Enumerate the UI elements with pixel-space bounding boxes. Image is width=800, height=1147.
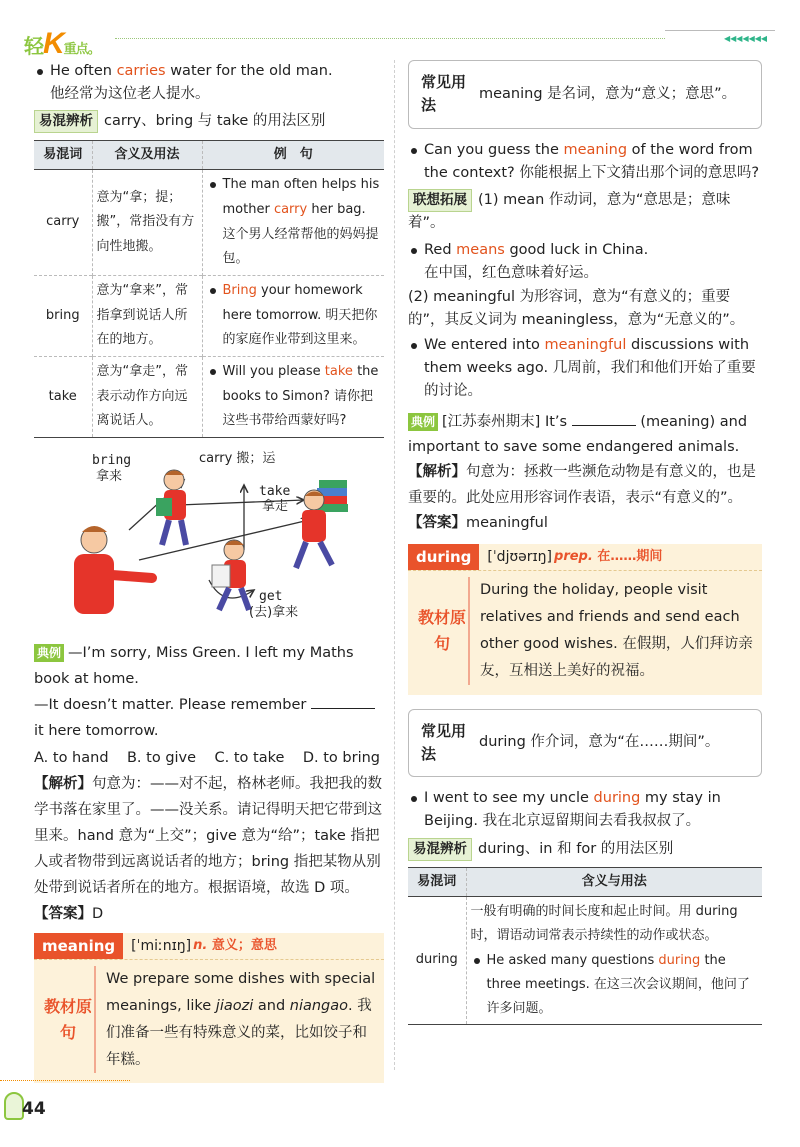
word-cell: during (408, 897, 466, 1024)
carry-bring-take-illustration (34, 450, 384, 630)
label-bring: bring (92, 453, 132, 469)
usage-label: 常见用法 (421, 721, 467, 763)
confusable2-heading (408, 838, 762, 861)
table-row (408, 897, 762, 1024)
confusable-heading (34, 110, 384, 133)
analysis2: 【解析】句意为：拯救一些濒危动物是有意义的，也是重要的。此处应用形容词作表语，表示“有意义的”。 (408, 464, 756, 506)
table-row (34, 170, 384, 276)
example-tag: 典例 (34, 644, 64, 662)
label-take: take (259, 484, 291, 500)
expand-block (408, 189, 762, 235)
orig-text: We prepare some dishes with special meanings, like jiaozi and niangao. 我们准备一些有特殊意义的菜，比如饺子和年糕。 (106, 971, 376, 1068)
option-d: D. to bring (302, 749, 380, 766)
means-example-cn: 在中国，红色意味着好运。 (424, 265, 598, 282)
meaning-cell: 意为“拿走”，常表示动作方向远离说话人。 (92, 357, 202, 438)
word-banner (34, 933, 384, 959)
word-cell: carry (34, 170, 92, 276)
usage-box-meaning (408, 60, 762, 129)
confusable-table (34, 140, 384, 439)
header-logo: 轻K重点。 (24, 27, 100, 60)
answer-blank[interactable] (311, 695, 375, 709)
textbook-sentence (408, 570, 762, 694)
example-cell: Bring your homework here tomorrow. 明天把你的家庭作业带到这里来。 (202, 276, 384, 357)
confusable2-title: during、in 和 for 的用法区别 (478, 840, 674, 857)
meaningful-example: We entered into meaningful discussions with them weeks ago. 几周前，我们和他们开始了重要的讨论。 (408, 334, 762, 404)
confusable2-table (408, 867, 762, 1025)
usage-text: during 作介词，意为“在……期间”。 (479, 734, 720, 751)
page-number: 44 (22, 1099, 46, 1119)
table-header: 易混词 (408, 867, 466, 897)
option-a: A. to hand (34, 749, 109, 766)
header-divider-right (665, 30, 775, 31)
analysis: 【解析】句意为：——对不起，格林老师。我把我的数学书落在家里了。——没关系。请记得明天把它带到这里来。hand 意为“上交”；give 意为“给”；take 指把人或者物带到远离说话者的地方；bring 指把某物从别处带到说话者所在的地方。根据语境，故选 D 项。 (34, 775, 382, 896)
label-get: get (259, 589, 283, 605)
textbook-sentence (34, 959, 384, 1083)
part-of-speech: prep. 在……期间 (554, 549, 663, 565)
label-take-cn: 拿走 (262, 499, 289, 515)
phonetic: [ˈdjʊərɪŋ] (487, 549, 553, 566)
table-header: 含义及用法 (92, 140, 202, 170)
right-column (408, 60, 762, 1025)
label-carry: carry 搬；运 (199, 451, 276, 467)
answer-blank[interactable] (572, 412, 636, 426)
meaningful-explanation: (2) meaningful 为形容词，意为“有意义的；重要的”，其反义词为 meaningless，意为“无意义的”。 (408, 288, 745, 328)
example2-tag: 典例 (408, 413, 438, 431)
usage-text: meaning 是名词，意为“意义；意思”。 (479, 85, 737, 102)
table-header: 例 句 (202, 140, 384, 170)
orig-label: 教材原句 (42, 966, 96, 1073)
example-cell: The man often helps his mother carry her bag. 这个男人经常帮他的妈妈提包。 (202, 170, 384, 276)
option-b: B. to give (126, 749, 197, 766)
label-get-cn: (去)拿来 (249, 605, 299, 621)
meaning-cell: 意为“拿来”，常指拿到说话人所在的地方。 (92, 276, 202, 357)
word-cell: take (34, 357, 92, 438)
table-header: 易混词 (34, 140, 92, 170)
confusable-tag: 易混辨析 (34, 110, 98, 133)
phonetic: [ˈmiːnɪŋ] (131, 937, 192, 954)
example-block: 典例 —I’m sorry, Miss Green. I left my Maths book at home. —It doesn’t matter. Please remember it here tomorrow. A. to hand B. to give C. to take D. to bring 【解析】句意为：——对不起，格林老师。我把我的数学书落在家里了。——没关系。请记得明天把它带到这里来。hand 意为“上交”；give 意为“给”；take 指把人或者物带到远离说话者的地方；bring 指把某物从别处带到说话者所在的地方。根据语境，故选 D 项。 【答案】D (34, 640, 384, 927)
example2-block: 典例 [江苏泰州期末] It’s (meaning) and important to save some endangered animals. 【解析】句意为：拯救一些濒危动物是有意义的，也是重要的。此处应用形容词作表语，表示“有意义的”。 【答案】meaningful (408, 410, 762, 537)
example-cell: Will you please take the books to Simon? 请你把这些书带给西蒙好吗? (202, 357, 384, 438)
header-divider (115, 38, 665, 39)
answer: 【答案】D (34, 906, 104, 923)
word-card-meaning (34, 933, 384, 1083)
means-example: Red means good luck in China. (408, 239, 762, 262)
label-bring-cn: 拿来 (96, 469, 123, 485)
table-header: 含义与用法 (466, 867, 762, 897)
word-tag: meaning (34, 933, 123, 959)
hot-air-balloon-icon (4, 1092, 24, 1120)
word-cell: bring (34, 276, 92, 357)
illustration-svg (34, 450, 384, 630)
orig-label: 教材原句 (416, 577, 470, 684)
orig-text: During the holiday, people visit relatives and friends and send each other good wishes. 在假期，人们拜访亲友，互相送上美好的祝福。 (480, 582, 753, 679)
during-example: I went to see my uncle during my stay in Beijing. 我在北京逗留期间去看我叔叔了。 (408, 787, 762, 833)
left-column (34, 60, 384, 1083)
confusable-title: carry、bring 与 take 的用法区别 (104, 113, 326, 130)
header-arrows-icon: ◀◀◀◀◀◀◀ (724, 34, 768, 43)
carries-example: He often carries water for the old man. (34, 60, 384, 83)
word-tag: during (408, 544, 479, 570)
example-q1: —I’m sorry, Miss Green. I left my Maths book at home. (34, 645, 354, 688)
example-options (34, 745, 384, 771)
example2-source: [江苏泰州期末] (442, 413, 541, 430)
option-c: C. to take (214, 749, 285, 766)
expand-text: (1) mean 作动词，意为“意思是；意味着”。 (408, 191, 731, 232)
usage-box-during (408, 709, 762, 778)
confusable2-tag: 易混辨析 (408, 838, 472, 861)
word-banner (408, 544, 762, 570)
word-card-during (408, 544, 762, 694)
carries-example-cn: 他经常为这位老人提水。 (50, 86, 210, 103)
answer2: 【答案】meaningful (408, 515, 548, 532)
meaning-cell: 一般有明确的时间长度和起止时间。用 during 时，谓语动词常表示持续性的动作或状态。 He asked many questions during the three meetings. 在这三次会议期间，他问了许多问题。 (466, 897, 762, 1024)
table-row (34, 276, 384, 357)
table-row (34, 357, 384, 438)
part-of-speech: n. 意义；意思 (193, 937, 277, 953)
expand-tag: 联想拓展 (408, 189, 472, 212)
meaning-cell: 意为“拿；提；搬”，常指没有方向性地搬。 (92, 170, 202, 276)
usage-label: 常见用法 (421, 73, 467, 115)
column-separator (394, 60, 395, 1070)
meaning-example: Can you guess the meaning of the word from the context? 你能根据上下文猜出那个词的意思吗? (408, 139, 762, 185)
